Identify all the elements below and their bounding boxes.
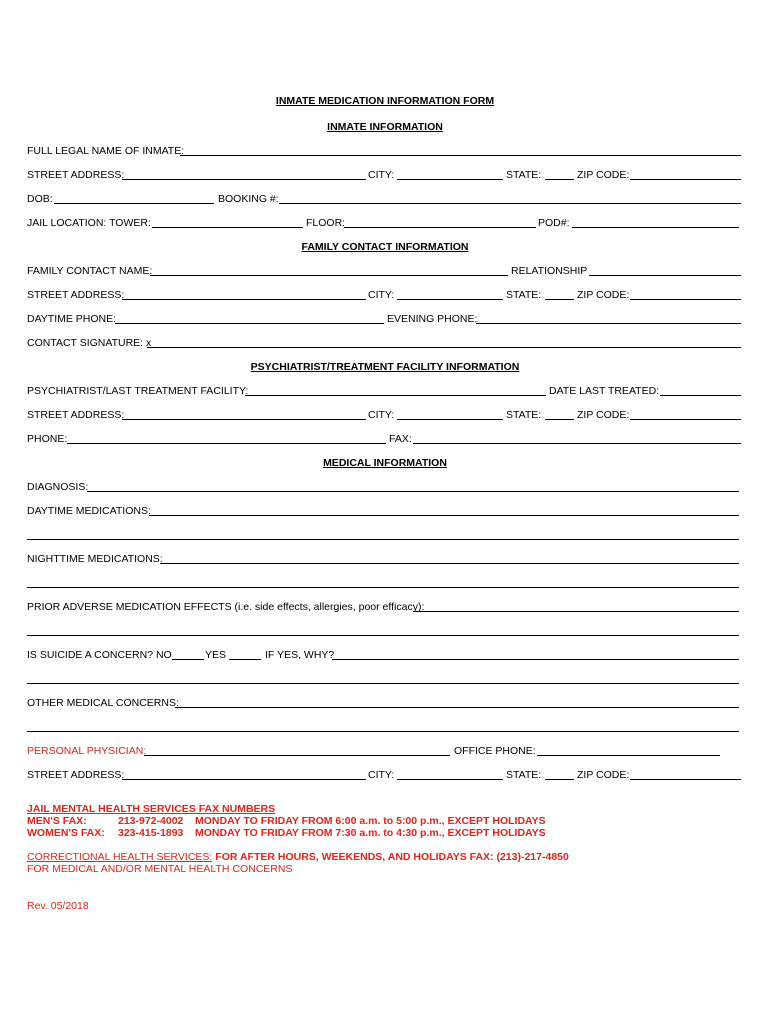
womens-fax-hours: MONDAY TO FRIDAY FROM 7:30 a.m. to 4:30 p.m., EXCEPT HOLIDAYS <box>195 827 546 839</box>
womens-fax-label: WOMEN'S FAX: <box>27 827 105 839</box>
psych-zip-field[interactable] <box>630 419 741 420</box>
nighttime-meds-field[interactable] <box>160 563 739 564</box>
daytime-meds-field[interactable] <box>149 515 739 516</box>
suicide-yes-label: YES <box>205 649 227 661</box>
psych-street-field[interactable] <box>122 419 366 420</box>
inmate-state-field[interactable] <box>545 179 574 180</box>
diagnosis-label: DIAGNOSIS: <box>27 481 89 493</box>
physician-state-field[interactable] <box>545 779 574 780</box>
psych-phone-field[interactable] <box>67 443 386 444</box>
psychiatrist-label: PSYCHIATRIST/LAST TREATMENT FACILITY: <box>27 385 249 397</box>
date-treated-label: DATE LAST TREATED: <box>549 385 660 397</box>
womens-fax-number: 323-415-1893 <box>118 827 184 839</box>
psych-state-label: STATE: <box>506 409 542 421</box>
mens-fax-number: 213-972-4002 <box>118 815 184 827</box>
inmate-street-label: STREET ADDRESS: <box>27 169 125 181</box>
relationship-label: RELATIONSHIP <box>511 265 588 277</box>
mens-fax-label: MEN'S FAX: <box>27 815 87 827</box>
adverse-effects-field[interactable] <box>413 611 739 612</box>
family-street-label: STREET ADDRESS: <box>27 289 125 301</box>
contact-signature-field[interactable] <box>147 347 741 348</box>
fax-numbers-heading: JAIL MENTAL HEALTH SERVICES FAX NUMBERS <box>27 803 276 815</box>
suicide-no-field[interactable] <box>172 659 204 660</box>
family-contact-heading: FAMILY CONTACT INFORMATION <box>301 241 469 253</box>
psych-phone-label: PHONE: <box>27 433 68 445</box>
pod-label: POD#: <box>538 217 570 229</box>
physician-city-label: CITY: <box>368 769 395 781</box>
daytime-meds-label: DAYTIME MEDICATIONS: <box>27 505 151 517</box>
suicide-yes-field[interactable] <box>229 659 261 660</box>
physician-zip-field[interactable] <box>630 779 741 780</box>
diagnosis-field[interactable] <box>87 491 739 492</box>
dob-field[interactable] <box>54 203 214 204</box>
inmate-street-field[interactable] <box>122 179 366 180</box>
evening-phone-field[interactable] <box>476 323 741 324</box>
other-concerns-label: OTHER MEDICAL CONCERNS: <box>27 697 179 709</box>
physician-city-field[interactable] <box>397 779 503 780</box>
inmate-zip-field[interactable] <box>630 179 741 180</box>
physician-street-label: STREET ADDRESS: <box>27 769 125 781</box>
full-name-field[interactable] <box>180 155 741 156</box>
psych-zip-label: ZIP CODE: <box>577 409 630 421</box>
tower-field[interactable] <box>152 227 303 228</box>
adverse-effects-field-line2[interactable] <box>27 635 739 636</box>
suicide-why-label: IF YES, WHY? <box>265 649 335 661</box>
booking-label: BOOKING #: <box>218 193 279 205</box>
physician-zip-label: ZIP CODE: <box>577 769 630 781</box>
dob-label: DOB: <box>27 193 53 205</box>
pod-field[interactable] <box>572 227 739 228</box>
inmate-information-heading: INMATE INFORMATION <box>327 121 443 133</box>
psychiatrist-field[interactable] <box>245 395 546 396</box>
family-name-label: FAMILY CONTACT NAME: <box>27 265 153 277</box>
other-concerns-field-line2[interactable] <box>27 731 739 732</box>
physician-label: PERSONAL PHYSICIAN: <box>27 745 147 757</box>
adverse-effects-label: PRIOR ADVERSE MEDICATION EFFECTS (i.e. side effects, allergies, poor efficacy): <box>27 601 425 613</box>
relationship-field[interactable] <box>589 275 741 276</box>
family-zip-field[interactable] <box>630 299 741 300</box>
psych-fax-label: FAX: <box>389 433 412 445</box>
chs-subtext: FOR MEDICAL AND/OR MENTAL HEALTH CONCERNS <box>27 863 293 875</box>
psych-state-field[interactable] <box>545 419 574 420</box>
family-city-field[interactable] <box>397 299 503 300</box>
mens-fax-hours: MONDAY TO FRIDAY FROM 6:00 a.m. to 5:00 p.m., EXCEPT HOLIDAYS <box>195 815 546 827</box>
psych-fax-field[interactable] <box>413 443 741 444</box>
nighttime-meds-field-line2[interactable] <box>27 587 739 588</box>
psychiatrist-heading: PSYCHIATRIST/TREATMENT FACILITY INFORMATION <box>250 361 520 373</box>
date-treated-field[interactable] <box>660 395 741 396</box>
daytime-phone-label: DAYTIME PHONE: <box>27 313 117 325</box>
contact-signature-label: CONTACT SIGNATURE: x <box>27 337 152 349</box>
suicide-why-field[interactable] <box>332 659 739 660</box>
family-name-field[interactable] <box>150 275 508 276</box>
psych-city-field[interactable] <box>397 419 503 420</box>
physician-field[interactable] <box>144 755 450 756</box>
family-state-field[interactable] <box>545 299 574 300</box>
family-state-label: STATE: <box>506 289 542 301</box>
floor-field[interactable] <box>344 227 536 228</box>
other-concerns-field[interactable] <box>175 707 739 708</box>
inmate-city-field[interactable] <box>397 179 503 180</box>
chs-label: CORRECTIONAL HEALTH SERVICES: <box>27 851 213 863</box>
evening-phone-label: EVENING PHONE: <box>387 313 478 325</box>
inmate-zip-label: ZIP CODE: <box>577 169 630 181</box>
booking-field[interactable] <box>279 203 741 204</box>
nighttime-meds-label: NIGHTTIME MEDICATIONS: <box>27 553 163 565</box>
physician-state-label: STATE: <box>506 769 542 781</box>
floor-label: FLOOR: <box>306 217 346 229</box>
suicide-why-field-line2[interactable] <box>27 683 739 684</box>
family-street-field[interactable] <box>122 299 366 300</box>
revision-note: Rev. 05/2018 <box>27 900 89 912</box>
inmate-city-label: CITY: <box>368 169 395 181</box>
daytime-meds-field-line2[interactable] <box>27 539 739 540</box>
psych-street-label: STREET ADDRESS: <box>27 409 125 421</box>
chs-after-hours-fax: FOR AFTER HOURS, WEEKENDS, AND HOLIDAYS FAX: (213)-217-4850 <box>215 851 569 863</box>
office-phone-field[interactable] <box>537 755 720 756</box>
jail-location-label: JAIL LOCATION: TOWER: <box>27 217 151 229</box>
medical-heading: MEDICAL INFORMATION <box>323 457 447 469</box>
suicide-label: IS SUICIDE A CONCERN? NO <box>27 649 172 661</box>
chs-line <box>27 851 569 863</box>
psych-city-label: CITY: <box>368 409 395 421</box>
physician-street-field[interactable] <box>122 779 366 780</box>
family-zip-label: ZIP CODE: <box>577 289 630 301</box>
family-city-label: CITY: <box>368 289 395 301</box>
office-phone-label: OFFICE PHONE: <box>454 745 536 757</box>
form-title: INMATE MEDICATION INFORMATION FORM <box>275 95 495 107</box>
full-name-label: FULL LEGAL NAME OF INMATE: <box>27 145 185 157</box>
daytime-phone-field[interactable] <box>115 323 384 324</box>
inmate-state-label: STATE: <box>506 169 542 181</box>
